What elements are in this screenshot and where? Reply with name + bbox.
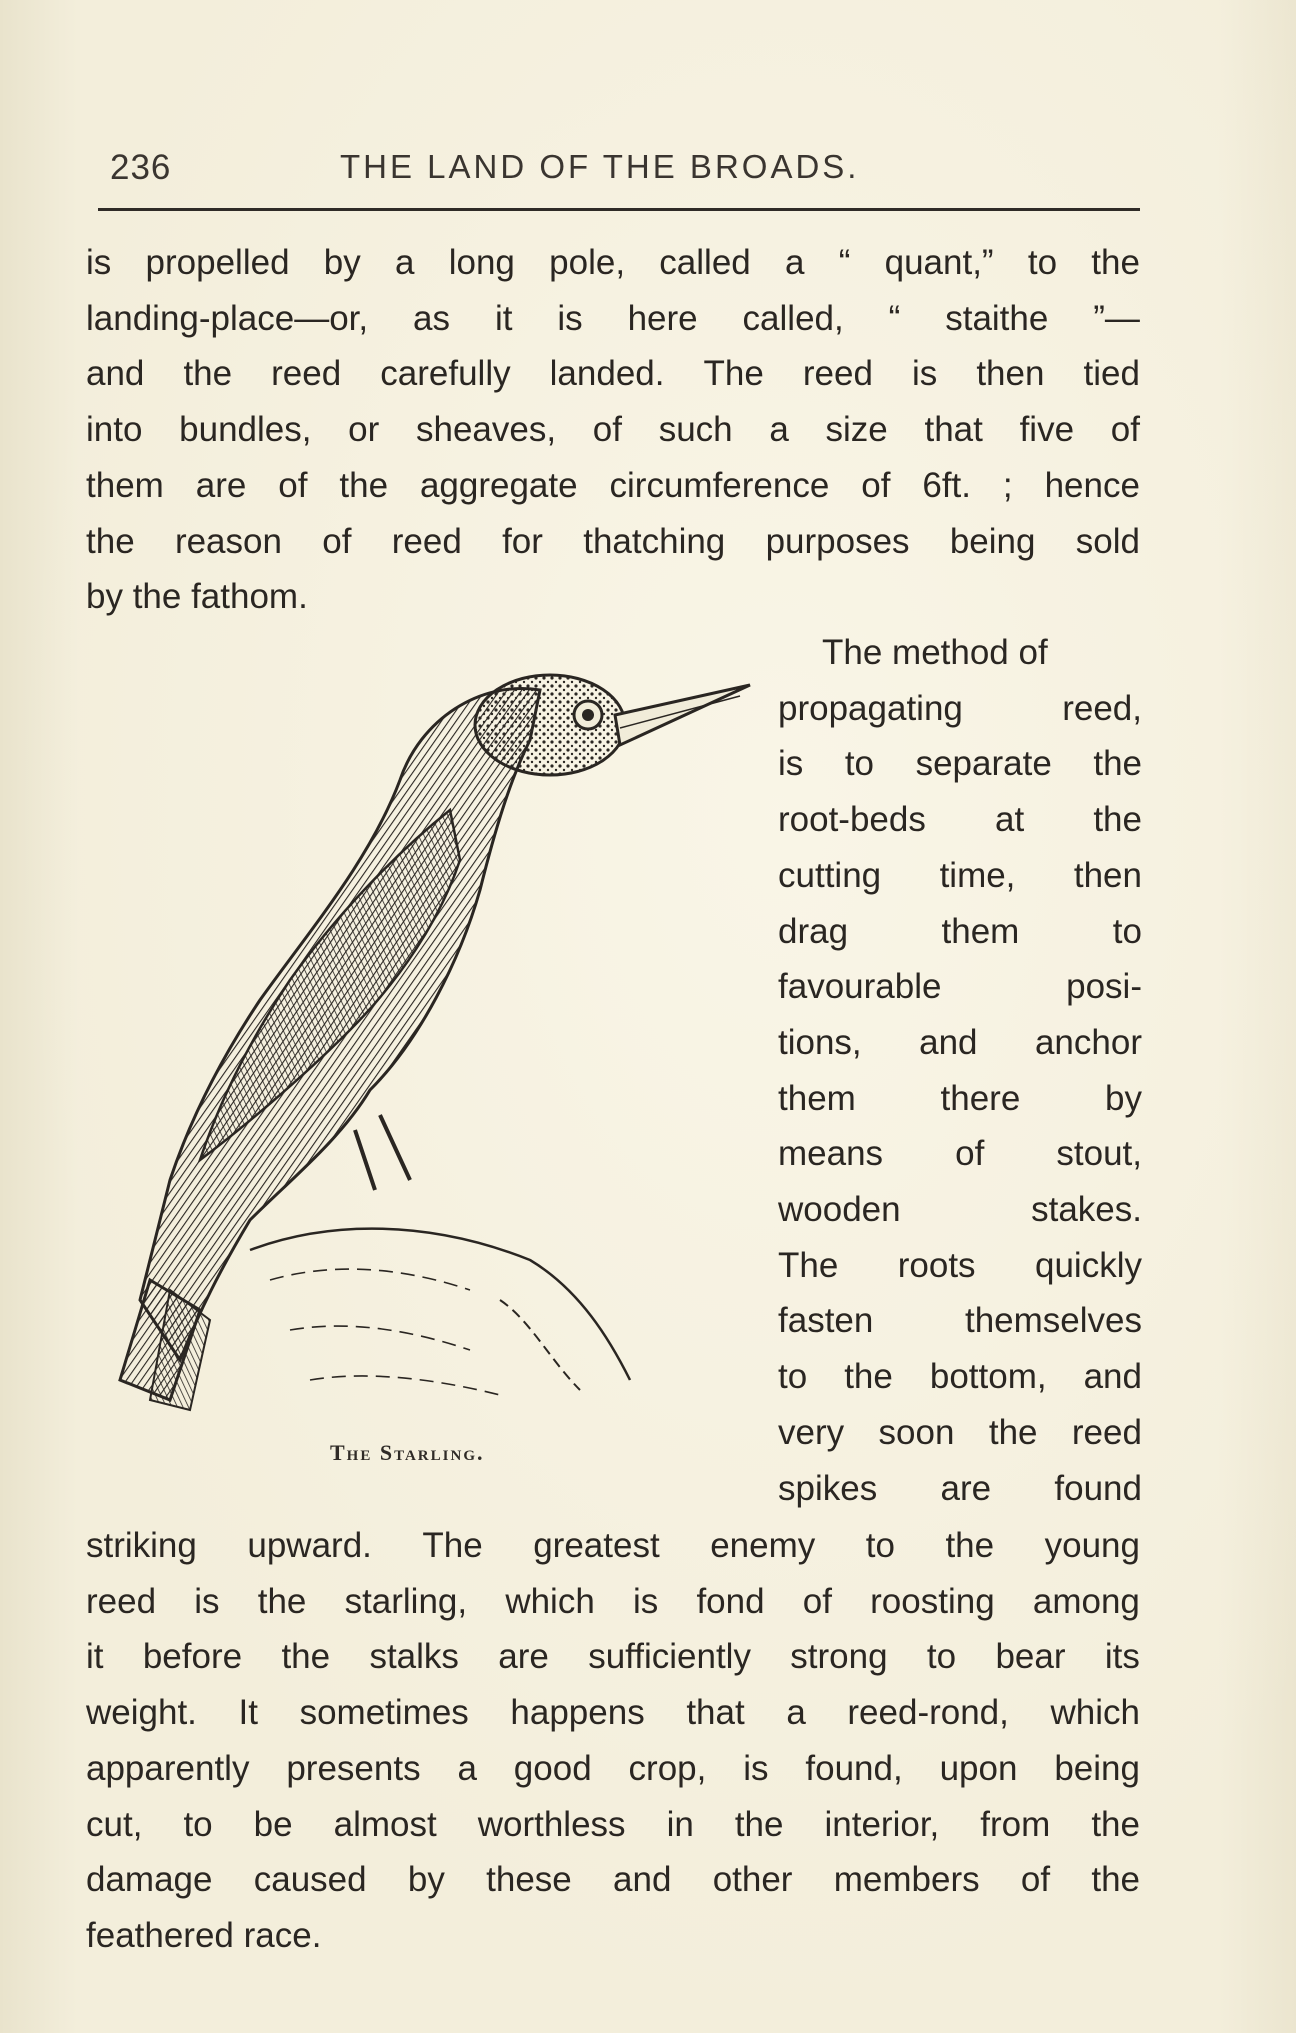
word: that <box>924 410 983 450</box>
word: by <box>407 1860 445 1900</box>
word: for <box>502 521 543 561</box>
word: drag <box>778 911 849 951</box>
text-line <box>778 1405 1142 1461</box>
running-title: THE LAND OF THE BROADS. <box>340 148 860 185</box>
word: upward. <box>247 1526 372 1565</box>
word: young <box>1044 1526 1140 1565</box>
text-line <box>86 1741 1140 1797</box>
word: stalks <box>369 1637 459 1677</box>
word: “ <box>838 243 851 282</box>
word: thatching <box>583 521 726 561</box>
word: there <box>940 1078 1021 1118</box>
word: time, <box>939 855 1016 895</box>
word: found, <box>805 1748 903 1788</box>
word: or <box>348 410 380 450</box>
text-line <box>86 1574 1140 1630</box>
word: in <box>666 1804 694 1844</box>
paragraph-propagating <box>778 625 1142 1516</box>
text-line <box>778 1293 1142 1349</box>
word: are <box>940 1468 992 1508</box>
starling-illustration <box>110 660 760 1420</box>
word: reed <box>1071 1412 1142 1452</box>
word: enemy <box>710 1526 816 1565</box>
word: separate <box>915 744 1052 784</box>
word: to <box>926 1637 957 1677</box>
word: stout, <box>1056 1134 1142 1174</box>
word: other <box>712 1860 793 1900</box>
word: is <box>778 744 804 784</box>
text-line <box>86 458 1140 514</box>
paragraph-continued <box>86 235 1140 625</box>
text-line <box>86 291 1140 347</box>
word: them <box>86 465 164 505</box>
word: is <box>86 243 112 282</box>
word: staithe <box>945 298 1049 338</box>
word: wooden <box>778 1190 901 1230</box>
word: sheaves, <box>416 410 557 450</box>
word: ; <box>1002 465 1013 505</box>
word: The <box>422 1526 483 1565</box>
word: found <box>1054 1468 1142 1508</box>
word: and <box>86 354 145 394</box>
word: sold <box>1075 521 1140 561</box>
word: bundles, <box>179 410 312 450</box>
word: then <box>1073 855 1142 895</box>
word: landing-place—or, <box>86 298 369 338</box>
word: of <box>861 465 891 505</box>
header-rule <box>98 208 1140 211</box>
word: to <box>865 1526 895 1565</box>
word: quant,” <box>884 243 994 282</box>
text-line <box>778 1015 1142 1071</box>
word: good <box>513 1748 592 1788</box>
word: the <box>988 1412 1038 1452</box>
word: the <box>1091 1860 1140 1900</box>
text-line <box>778 681 1142 737</box>
text-line <box>86 514 1140 570</box>
word: which <box>505 1581 595 1621</box>
word: carefully <box>380 354 511 394</box>
text-line <box>86 235 1140 291</box>
word: here <box>627 298 698 338</box>
word: starling, <box>344 1581 468 1621</box>
paragraph-starling <box>86 1518 1140 1964</box>
word: tions, <box>778 1022 862 1062</box>
word: posi- <box>1066 967 1142 1007</box>
word: called, <box>742 298 844 338</box>
word: and <box>613 1860 672 1900</box>
word: “ <box>888 298 901 338</box>
word: reed <box>271 354 342 394</box>
word: a <box>786 1693 806 1733</box>
word: interior, <box>824 1804 940 1844</box>
word: a <box>785 243 805 282</box>
text-line <box>86 346 1140 402</box>
starling-icon <box>110 660 760 1420</box>
word: its <box>1104 1637 1140 1677</box>
word: at <box>995 800 1025 840</box>
word: reed <box>86 1581 157 1621</box>
word: to <box>183 1804 213 1844</box>
text-line <box>778 792 1142 848</box>
word: sometimes <box>299 1693 469 1733</box>
word: members <box>833 1860 980 1900</box>
word: circumference <box>609 465 830 505</box>
word: greatest <box>533 1526 660 1565</box>
word: the <box>945 1526 995 1565</box>
word: of <box>592 410 622 450</box>
text-line <box>778 904 1142 960</box>
word: 6ft. <box>922 465 971 505</box>
word: by <box>323 243 361 282</box>
word: reed <box>802 354 873 394</box>
page-number: 236 <box>110 148 172 187</box>
word: such <box>658 410 733 450</box>
word: themselves <box>964 1301 1142 1341</box>
word: caused <box>253 1860 367 1900</box>
text-line <box>778 736 1142 792</box>
word: a <box>769 410 789 450</box>
word: are <box>498 1637 549 1677</box>
word: The <box>778 1245 839 1285</box>
word: as <box>413 298 451 338</box>
word: soon <box>878 1412 955 1452</box>
word: root-beds <box>778 800 926 840</box>
word: be <box>253 1804 293 1844</box>
word: means <box>778 1134 884 1174</box>
figure-caption: The Starling. <box>330 1440 485 1465</box>
word: the <box>86 521 135 561</box>
word: size <box>825 410 888 450</box>
word: hence <box>1044 465 1140 505</box>
word: stakes. <box>1031 1190 1142 1230</box>
word: fond <box>696 1581 765 1621</box>
word: propagating <box>778 688 963 728</box>
word: anchor <box>1034 1022 1142 1062</box>
word: is <box>194 1581 220 1621</box>
text-line <box>86 1852 1140 1908</box>
text-line <box>778 1238 1142 1294</box>
word: are <box>195 465 247 505</box>
word: a <box>457 1748 477 1788</box>
word: the <box>183 354 233 394</box>
word: them <box>941 911 1020 951</box>
word: is <box>632 1581 659 1621</box>
word: of <box>322 521 352 561</box>
word: crop, <box>628 1748 707 1788</box>
word: of <box>1110 410 1140 450</box>
word: to <box>778 1357 808 1397</box>
text-line <box>86 1797 1140 1853</box>
text-line <box>778 1126 1142 1182</box>
word: reed <box>391 521 462 561</box>
word: propelled <box>145 243 290 282</box>
word: It <box>238 1693 258 1733</box>
word: of <box>955 1134 985 1174</box>
text-line <box>778 1182 1142 1238</box>
word: being <box>1054 1748 1140 1788</box>
text-line <box>778 1071 1142 1127</box>
word: and <box>919 1022 978 1062</box>
word: upon <box>939 1748 1018 1788</box>
text-line <box>86 1518 1140 1574</box>
word: weight. <box>86 1693 197 1733</box>
word: The <box>703 354 764 394</box>
word: the <box>1091 243 1140 282</box>
word: quickly <box>1035 1245 1142 1285</box>
word: to <box>844 744 875 784</box>
text-line: by the fathom. <box>86 577 308 617</box>
word: reed, <box>1062 688 1142 728</box>
word: that <box>686 1693 745 1733</box>
word: reed-rond, <box>847 1693 1009 1733</box>
word: it <box>494 298 513 338</box>
text-line <box>778 959 1142 1015</box>
word: is <box>743 1748 769 1788</box>
word: bear <box>995 1637 1066 1677</box>
word: into <box>86 410 143 450</box>
word: being <box>949 521 1036 561</box>
word: cutting <box>778 855 882 895</box>
word: from <box>980 1804 1051 1844</box>
word: before <box>142 1637 243 1677</box>
word: pole, <box>549 243 626 282</box>
word: aggregate <box>419 465 578 505</box>
word: favourable <box>778 967 942 1007</box>
word: fasten <box>778 1301 874 1341</box>
word: of <box>278 465 308 505</box>
page-header <box>110 148 1140 198</box>
word: roosting <box>870 1581 995 1621</box>
word: purposes <box>765 521 910 561</box>
text-line <box>778 1461 1142 1517</box>
word: apparently <box>86 1748 250 1788</box>
word: is <box>911 354 938 394</box>
text-line <box>86 1685 1140 1741</box>
word: sufficiently <box>588 1637 751 1677</box>
word: a <box>395 243 415 282</box>
word: the <box>281 1637 331 1677</box>
word: presents <box>286 1748 421 1788</box>
text-line: feathered race. <box>86 1915 322 1955</box>
word: long <box>448 243 515 282</box>
text-line <box>778 848 1142 904</box>
word: striking <box>86 1526 197 1565</box>
word: by <box>1105 1078 1142 1118</box>
word: these <box>486 1860 572 1900</box>
word: bottom, <box>929 1357 1047 1397</box>
word: almost <box>333 1804 437 1844</box>
word: it <box>86 1637 104 1677</box>
word: of <box>802 1581 832 1621</box>
word: strong <box>790 1637 888 1677</box>
word: the <box>734 1804 784 1844</box>
text-line <box>778 1349 1142 1405</box>
word: the <box>257 1581 307 1621</box>
word: the <box>1091 1804 1140 1844</box>
word: the <box>844 1357 893 1397</box>
word: five <box>1019 410 1075 450</box>
word: is <box>557 298 583 338</box>
word: called <box>659 243 751 282</box>
word: very <box>778 1412 845 1452</box>
word: roots <box>897 1245 976 1285</box>
word: worthless <box>477 1804 626 1844</box>
word: to <box>1112 911 1142 951</box>
word: which <box>1050 1693 1140 1733</box>
word: then <box>976 354 1045 394</box>
word: spikes <box>778 1468 878 1508</box>
text-line <box>86 402 1140 458</box>
word: landed. <box>549 354 665 394</box>
text-line <box>86 1629 1140 1685</box>
word: ”— <box>1093 298 1140 338</box>
word: cut, <box>86 1804 143 1844</box>
word: tied <box>1083 354 1140 394</box>
word: reason <box>174 521 282 561</box>
word: the <box>1093 744 1142 784</box>
word: of <box>1020 1860 1051 1900</box>
word: and <box>1083 1357 1142 1397</box>
text-line: The method of <box>822 633 1048 672</box>
word: the <box>1093 800 1142 840</box>
word: the <box>339 465 389 505</box>
word: among <box>1032 1581 1140 1621</box>
word: damage <box>86 1860 213 1900</box>
word: them <box>778 1078 856 1118</box>
word: to <box>1027 243 1058 282</box>
word: happens <box>510 1693 645 1733</box>
